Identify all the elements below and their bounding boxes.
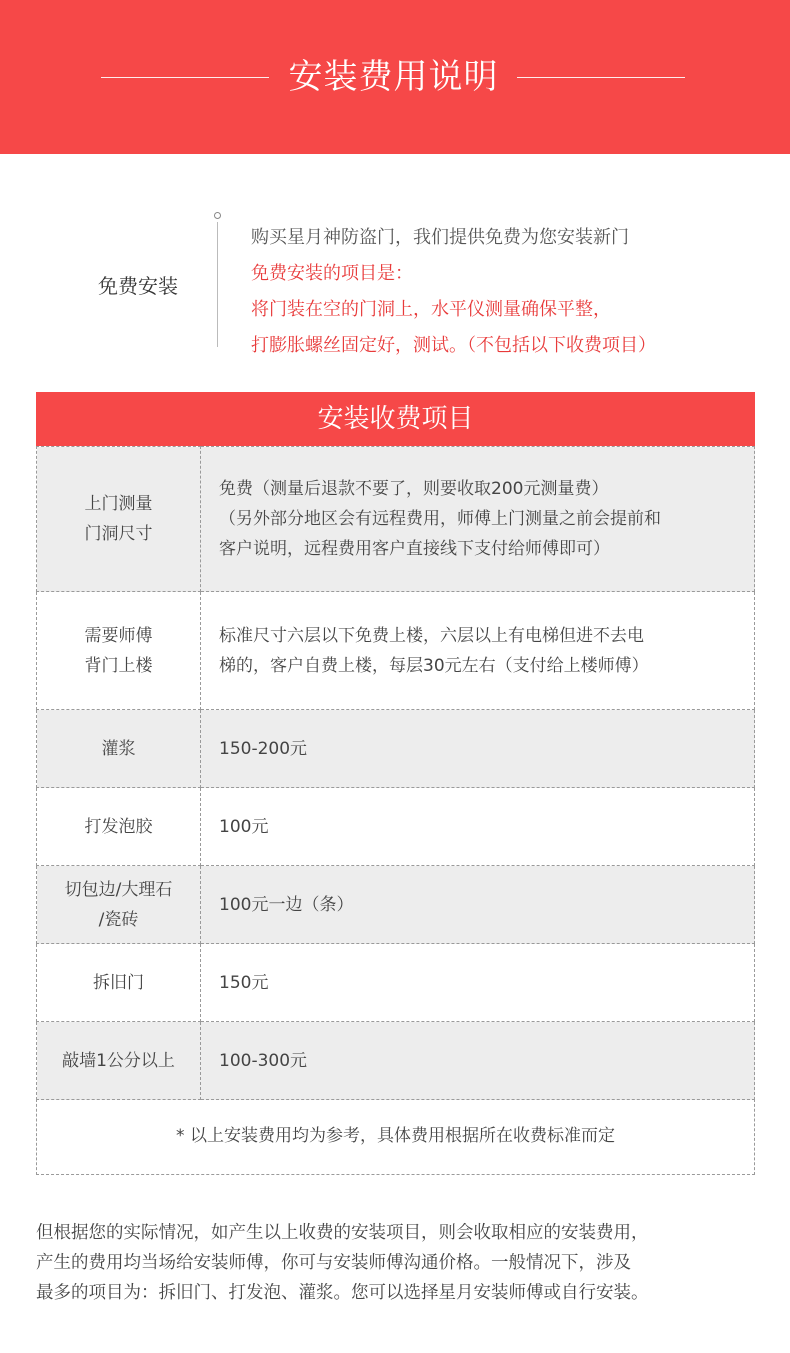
fee-table	[36, 446, 755, 1100]
fee-desc-text: （另外部分地区会有远程费用，师傅上门测量之前会提前和	[219, 509, 661, 529]
divider-dot-icon	[214, 212, 221, 219]
fee-desc-text: 100元	[219, 816, 269, 837]
fee-desc-cell	[201, 710, 755, 788]
fee-item-cell	[37, 944, 201, 1022]
fee-desc-text: 免费（测量后退款不要了，则要收取200元测量费）	[219, 479, 609, 499]
vertical-divider	[217, 222, 218, 347]
fee-item-text: 敲墙1公分以上	[62, 1050, 175, 1071]
free-install-label: 免费安装	[98, 274, 178, 298]
fee-item-cell	[37, 866, 201, 944]
fee-section-title: 安装收费项目	[36, 392, 755, 446]
fee-desc-cell	[201, 944, 755, 1022]
table-row	[37, 592, 755, 710]
fee-item-cell	[37, 447, 201, 592]
fee-item-text: 拆旧门	[93, 972, 144, 993]
table-row	[37, 944, 755, 1022]
fee-desc-text: 150-200元	[219, 738, 308, 759]
fee-desc-text: 标准尺寸六层以下免费上楼，六层以上有电梯但进不去电	[219, 625, 644, 646]
page-title: 安装费用说明	[288, 57, 499, 97]
fee-item-cell	[37, 788, 201, 866]
title-rule-right	[517, 77, 685, 78]
fee-desc-cell	[201, 866, 755, 944]
fee-desc-text: 梯的，客户自费上楼，每层30元左右（支付给上楼师傅）	[219, 655, 649, 676]
table-row	[37, 866, 755, 944]
fee-item-text: /瓷砖	[98, 909, 139, 930]
fee-note: * 以上安装费用均为参考，具体费用根据所在收费标准而定	[36, 1099, 755, 1175]
fee-item-text: 灌浆	[101, 738, 136, 759]
bottom-line: 最多的项目为：拆旧门、打发泡、灌浆。您可以选择星月安装师傅或自行安装。	[36, 1283, 649, 1303]
fee-desc-cell	[201, 788, 755, 866]
free-install-line: 购买星月神防盗门，我们提供免费为您安装新门	[251, 227, 629, 248]
fee-desc-text: 客户说明，远程费用客户直接线下支付给师傅即可）	[219, 539, 610, 559]
table-row	[37, 1022, 755, 1100]
bottom-line: 但根据您的实际情况，如产生以上收费的安装项目，则会收取相应的安装费用，	[36, 1223, 649, 1243]
table-row	[37, 447, 755, 592]
bottom-paragraph	[36, 1218, 766, 1308]
fee-item-text: 门洞尺寸	[84, 524, 153, 544]
fee-desc-cell	[201, 447, 755, 592]
fee-item-text: 打发泡胶	[84, 816, 153, 837]
fee-item-text: 需要师傅	[84, 625, 153, 646]
bottom-line: 产生的费用均当场给安装师傅，你可与安装师傅沟通价格。一般情况下，涉及	[36, 1253, 631, 1273]
fee-item-text: 切包边/大理石	[64, 879, 173, 900]
fee-desc-cell	[201, 1022, 755, 1100]
free-install-line: 免费安装的项目是：	[251, 263, 413, 284]
fee-item-cell	[37, 592, 201, 710]
free-install-description	[251, 220, 656, 364]
fee-desc-text: 100元一边（条）	[219, 894, 354, 915]
header-banner	[0, 0, 790, 154]
fee-item-text: 上门测量	[84, 494, 153, 514]
fee-desc-text: 100-300元	[219, 1050, 308, 1071]
fee-item-text: 背门上楼	[84, 655, 153, 676]
free-install-line: 将门装在空的门洞上，水平仪测量确保平整，	[251, 299, 611, 320]
fee-desc-text: 150元	[219, 972, 269, 993]
free-install-line: 打膨胀螺丝固定好，测试。（不包括以下收费项目）	[251, 335, 656, 356]
table-row	[37, 710, 755, 788]
fee-desc-cell	[201, 592, 755, 710]
table-row	[37, 788, 755, 866]
fee-item-cell	[37, 710, 201, 788]
title-rule-left	[101, 77, 269, 78]
fee-item-cell	[37, 1022, 201, 1100]
